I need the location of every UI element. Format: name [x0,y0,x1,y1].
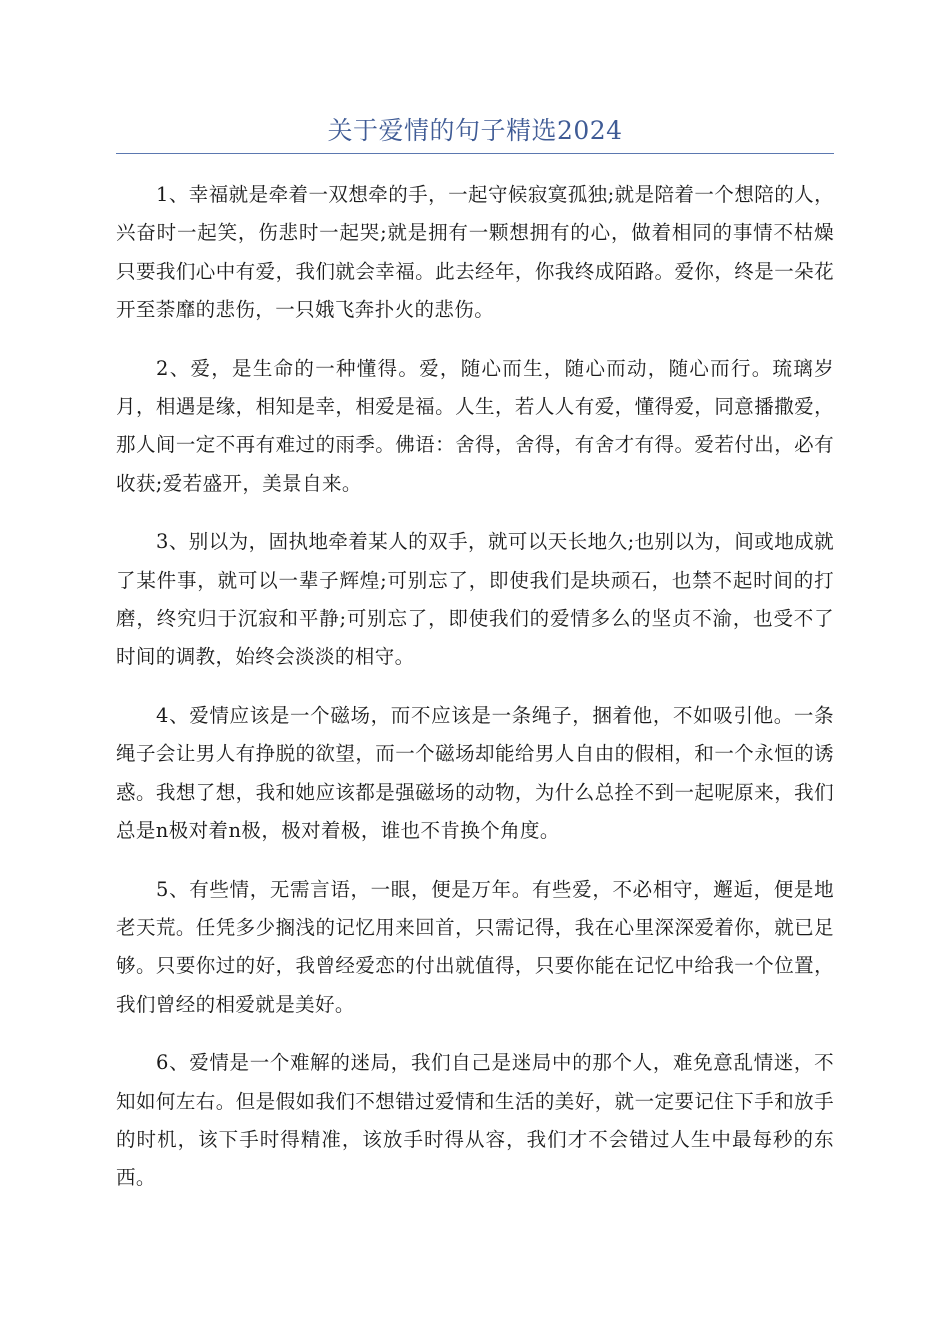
document-title: 关于爱情的句子精选2024 [327,116,623,145]
paragraph-1: 1、幸福就是牵着一双想牵的手，一起守候寂寞孤独;就是陪着一个想陪的人，兴奋时一起笑，伤悲时一起哭;就是拥有一颗想拥有的心，做着相同的事情不枯燥只要我们心中有爱，我们就会幸福。此去经年，你我终成陌路。爱你，终是一朵花开至荼靡的悲伤，一只娥飞奔扑火的悲伤。 [116,183,834,322]
paragraph-2: 2、爱，是生命的一种懂得。爱，随心而生，随心而动，随心而行。琉璃岁月，相遇是缘，相知是幸，相爱是福。人生，若人人有爱，懂得爱，同意播撒爱，那人间一定不再有难过的雨季。佛语：舍得，舍得，有舍才有得。爱若付出，必有收获;爱若盛开，美景自来。 [116,356,834,495]
paragraph-6: 6、爱情是一个难解的迷局，我们自己是迷局中的那个人，难免意乱情迷，不知如何左右。但是假如我们不想错过爱情和生活的美好，就一定要记住下手和放手的时机，该下手时得精准，该放手时得从容，我们才不会错过人生中最每秒的东西。 [116,1051,834,1190]
paragraph-5: 5、有些情，无需言语，一眼，便是万年。有些爱，不必相守，邂逅，便是地老天荒。任凭多少搁浅的记忆用来回首，只需记得，我在心里深深爱着你，就已足够。只要你过的好，我曾经爱恋的付出就值得，只要你能在记忆中给我一个位置，我们曾经的相爱就是美好。 [116,877,834,1016]
document-body [116,176,834,1218]
paragraph-3: 3、别以为，固执地牵着某人的双手，就可以天长地久;也别以为，间或地成就了某件事，就可以一辈子辉煌;可别忘了，即使我们是块顽石，也禁不起时间的打磨，终究归于沉寂和平静;可别忘了，即使我们的爱情多么的坚贞不渝，也受不了时间的调教，始终会淡淡的相守。 [116,530,834,669]
paragraph-4: 4、爱情应该是一个磁场，而不应该是一条绳子，捆着他，不如吸引他。一条绳子会让男人有挣脱的欲望，而一个磁场却能给男人自由的假相，和一个永恒的诱惑。我想了想，我和她应该都是强磁场的动物，为什么总拴不到一起呢原来，我们总是n极对着n极，极对着极，谁也不肯换个角度。 [116,703,834,843]
title-underline [116,153,834,154]
